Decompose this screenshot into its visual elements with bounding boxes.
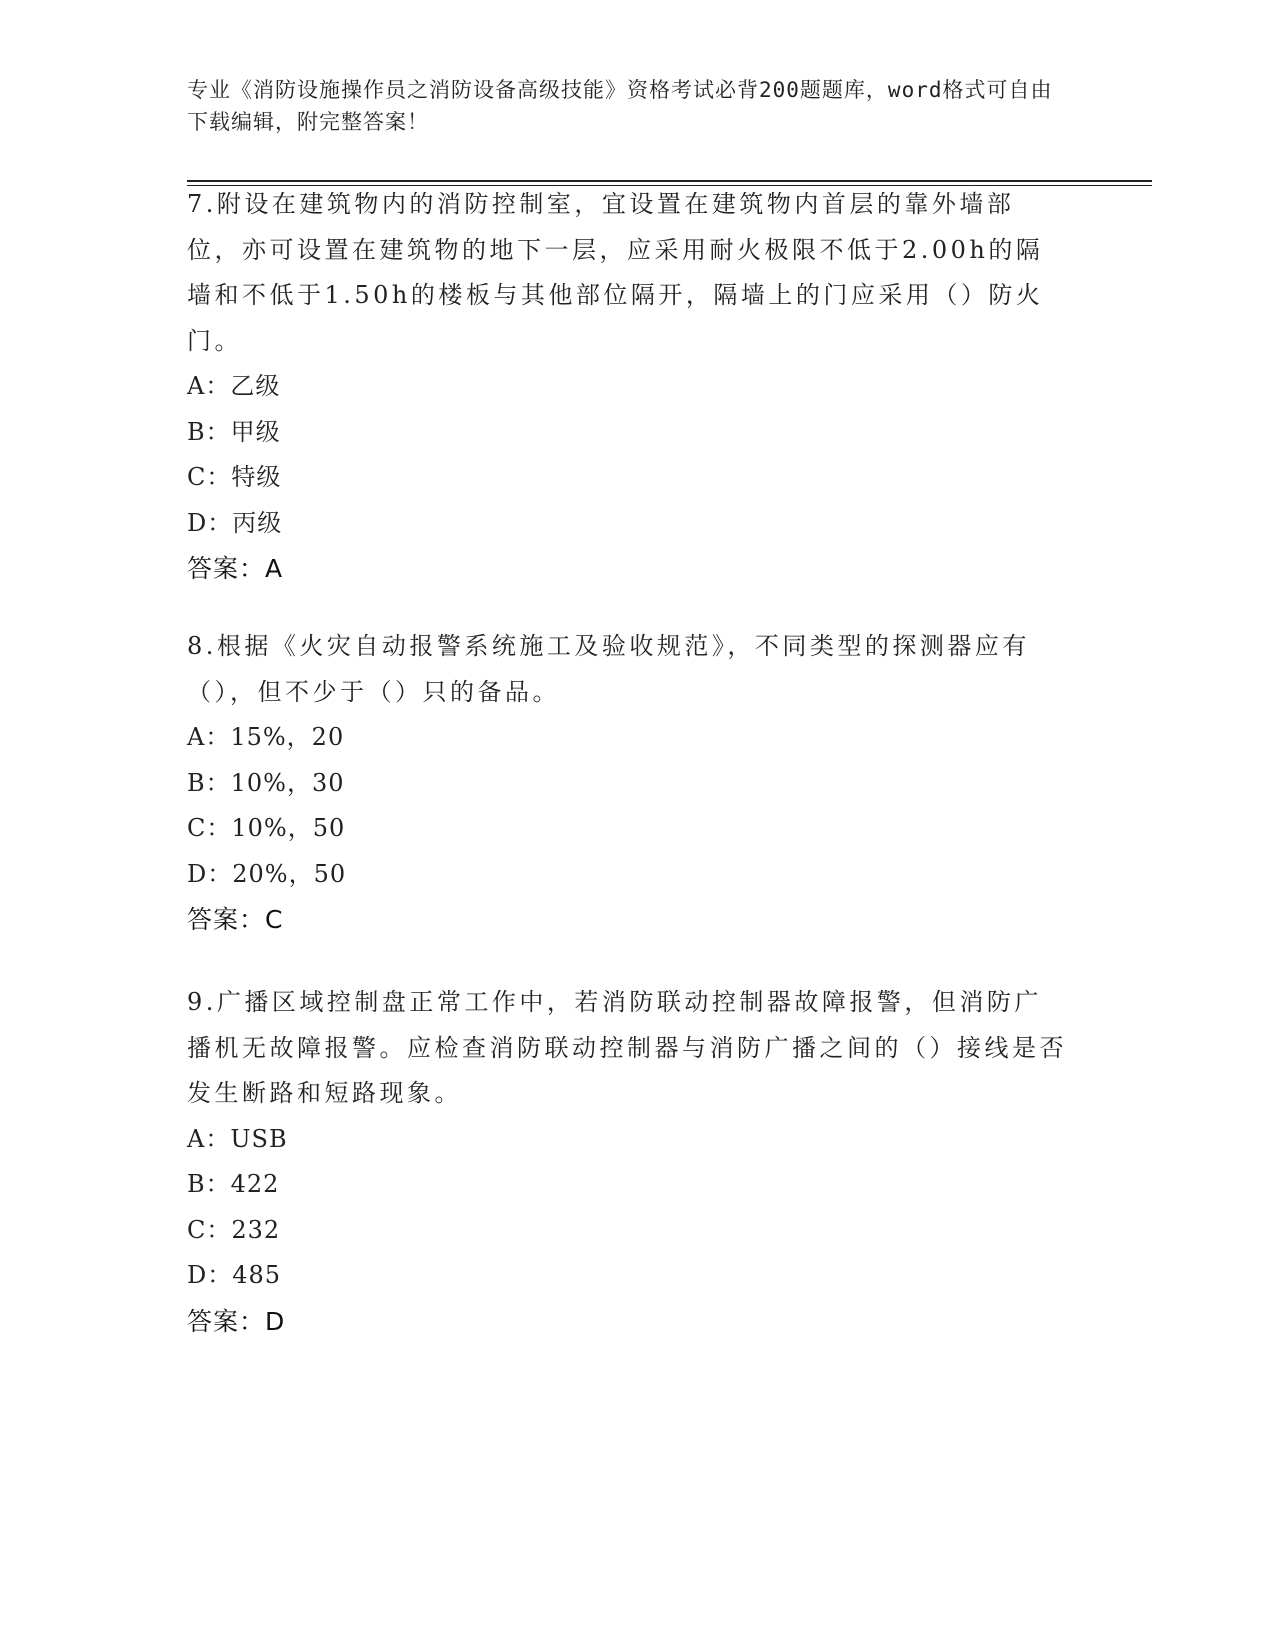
option-b: B：422: [187, 1170, 280, 1198]
option-list: [187, 1117, 1067, 1299]
answer-line: 答案：C: [187, 905, 284, 934]
option-c: C：232: [187, 1215, 281, 1244]
option-a: A：15%，20: [187, 723, 345, 751]
question-8: [187, 624, 1067, 943]
option-b: B：10%，30: [187, 768, 345, 797]
answer-line: 答案：A: [187, 554, 284, 583]
question-7: [187, 182, 1067, 592]
option-b: B：甲级: [187, 417, 281, 446]
question-text: 9.广播区域控制盘正常工作中，若消防联动控制器故障报警，但消防广播机无故障报警。应检查消防联动控制器与消防广播之间的（）接线是否发生断路和短路现象。: [187, 988, 1067, 1107]
option-d: D：485: [187, 1261, 282, 1289]
option-c: C：10%，50: [187, 814, 346, 842]
option-list: [187, 715, 1067, 897]
answer-line: 答案：D: [187, 1306, 286, 1336]
option-a: A：乙级: [187, 372, 281, 400]
document-header: 专业《消防设施操作员之消防设备高级技能》资格考试必背200题题库，word格式可自由下载编辑，附完整答案！: [187, 78, 1053, 134]
question-text: 7.附设在建筑物内的消防控制室，宜设置在建筑物内首层的靠外墙部位，亦可设置在建筑物的地下一层，应采用耐火极限不低于2.00h的隔墙和不低于1.50h的楼板与其他部位隔开，隔墙上的门应采用（）防火门。: [187, 190, 1044, 355]
option-a: A：USB: [187, 1124, 288, 1153]
option-list: [187, 364, 1067, 546]
question-text: 8.根据《火灾自动报警系统施工及验收规范》，不同类型的探测器应有（），但不少于（）只的备品。: [187, 632, 1030, 706]
option-d: D：丙级: [187, 508, 283, 537]
option-d: D：20%，50: [187, 859, 347, 888]
question-9: [187, 980, 1067, 1344]
option-c: C：特级: [187, 463, 282, 491]
